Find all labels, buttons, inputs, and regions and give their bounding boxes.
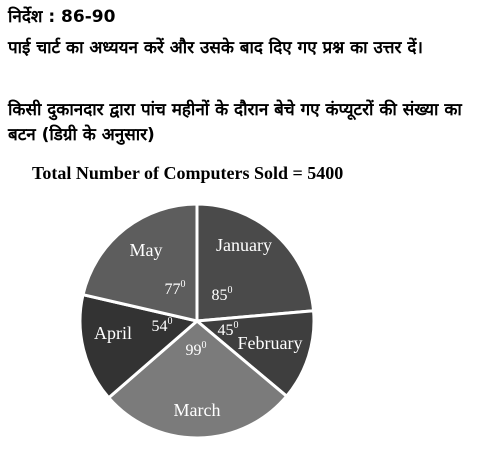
description-text: किसी दुकानदार द्वारा पांच महीनों के दौरान बेचे गए कंप्यूटरों की संख्या का बटन (डिग्री के अनुसार) xyxy=(8,100,462,145)
slice-degree-january: $85^0$ xyxy=(211,285,233,304)
slice-label-january: January xyxy=(216,235,272,255)
slice-label-april: April xyxy=(94,323,132,343)
slice-degree-march: $99^0$ xyxy=(185,340,207,359)
directive-heading: निर्देश : 86-90 xyxy=(8,7,116,27)
slice-degree-may: $77^0$ xyxy=(164,279,186,298)
chart-title: Total Number of Computers Sold = 5400 xyxy=(32,163,344,183)
slice-degree-february: $45^0$ xyxy=(217,320,239,339)
slice-label-february: February xyxy=(237,333,303,353)
slice-label-march: March xyxy=(173,400,221,420)
slice-degree-april: $54^0$ xyxy=(151,316,173,335)
slice-label-may: May xyxy=(129,240,163,260)
instruction-text: पाई चार्ट का अध्ययन करें और उसके बाद दिए गए प्रश्न का उत्तर दें। xyxy=(8,38,423,58)
